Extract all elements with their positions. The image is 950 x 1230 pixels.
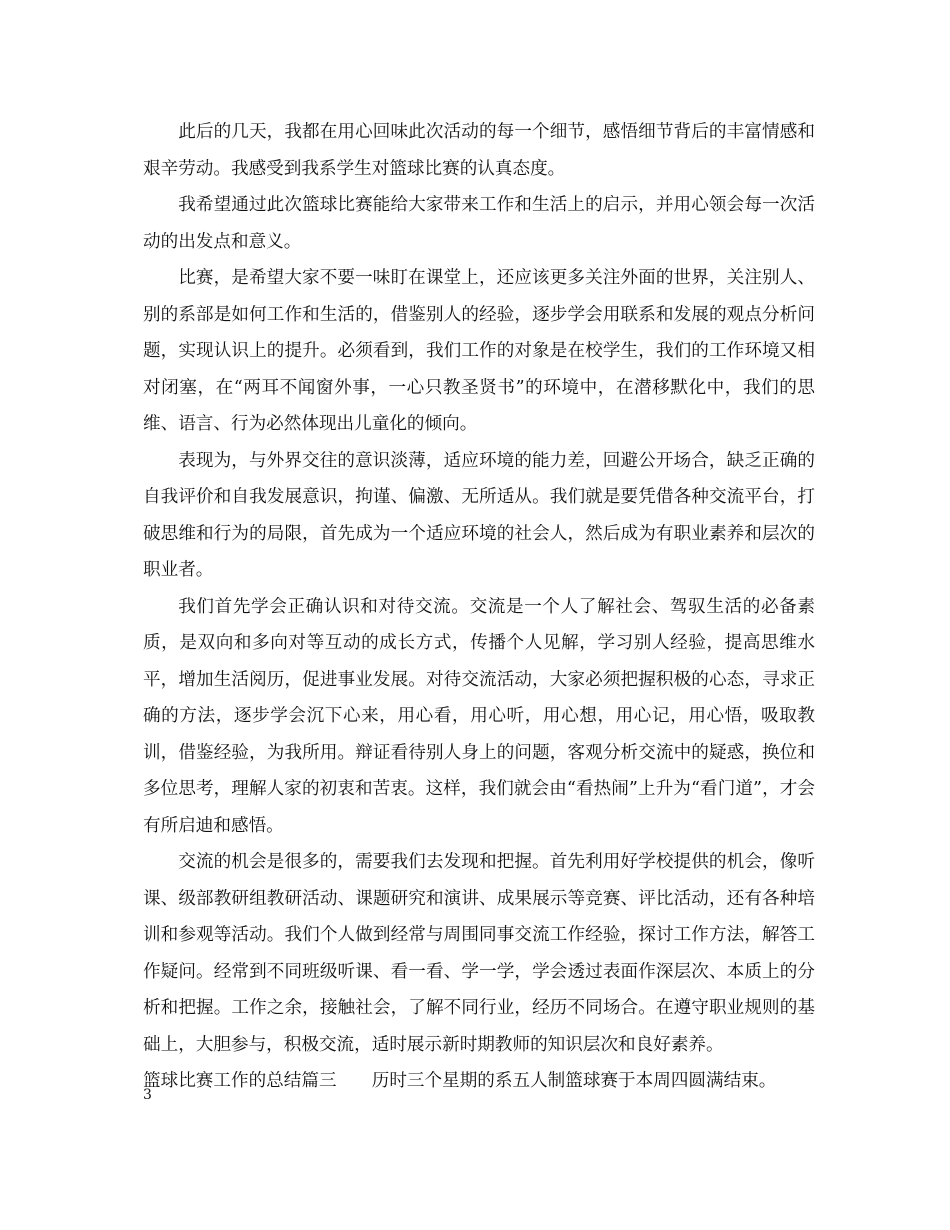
paragraph-1: 此后的几天，我都在用心回味此次活动的每一个细节，感悟细节背后的丰富情感和艰辛劳动。我感受到我系学生对篮球比赛的认真态度。: [143, 122, 815, 179]
paragraph-2: 我希望通过此次篮球比赛能给大家带来工作和生活上的启示，并用心领会每一次活动的出发点和意义。: [143, 195, 815, 252]
page-number: 3: [143, 1087, 152, 1103]
paragraph-6: 交流的机会是很多的，需要我们去发现和把握。首先利用好学校提供的机会，像听课、级部教研组教研活动、课题研究和演讲、成果展示等竞赛、评比活动，还有各种培训和参观等活动。我们个人做到经常与周围同事交流工作经验，探讨工作方法，解答工作疑问。经常到不同班级听课、看一看、学一学，学会透过表面作深层次、本质上的分析和把握。工作之余，接触社会，了解不同行业，经历不同场合。在遵守职业规则的基础上，大胆参与，积极交流，适时展示新时期教师的知识层次和良好素养。: [143, 852, 815, 1055]
paragraph-4: 表现为，与外界交往的意识淡薄，适应环境的能力差，回避公开场合，缺乏正确的自我评价和自我发展意识，拘谨、偏激、无所适从。我们就是要凭借各种交流平台，打破思维和行为的局限，首先成为一个适应环境的社会人，然后成为有职业素养和层次的职业者。: [143, 450, 815, 580]
document-body: [143, 114, 815, 1100]
paragraph-3: 比赛，是希望大家不要一味盯在课堂上，还应该更多关注外面的世界，关注别人、别的系部是如何工作和生活的，借鉴别人的经验，逐步学会用联系和发展的观点分析问题，实现认识上的提升。必须看到，我们工作的对象是在校学生，我们的工作环境又相对闭塞，在“两耳不闻窗外事，一心只教圣贤书”的环境中，在潜移默化中，我们的思维、语言、行为必然体现出儿童化的倾向。: [143, 268, 815, 434]
paragraph-5: 我们首先学会正确认识和对待交流。交流是一个人了解社会、驾驭生活的必备素质，是双向和多向对等互动的成长方式，传播个人见解，学习别人经验，提高思维水平，增加生活阅历，促进事业发展。对待交流活动，大家必须把握积极的心态，寻求正确的方法，逐步学会沉下心来，用心看，用心听，用心想，用心记，用心悟，吸取教训，借鉴经验，为我所用。辩证看待别人身上的问题，客观分析交流中的疑惑，换位和多位思考，理解人家的初衷和苦衷。这样，我们就会由“看热闹”上升为“看门道”，才会有所启迪和感悟。: [143, 596, 815, 836]
section-heading-line: 篮球比赛工作的总结篇三 历时三个星期的系五人制篮球赛于本周四圆满结束。: [143, 1071, 777, 1091]
